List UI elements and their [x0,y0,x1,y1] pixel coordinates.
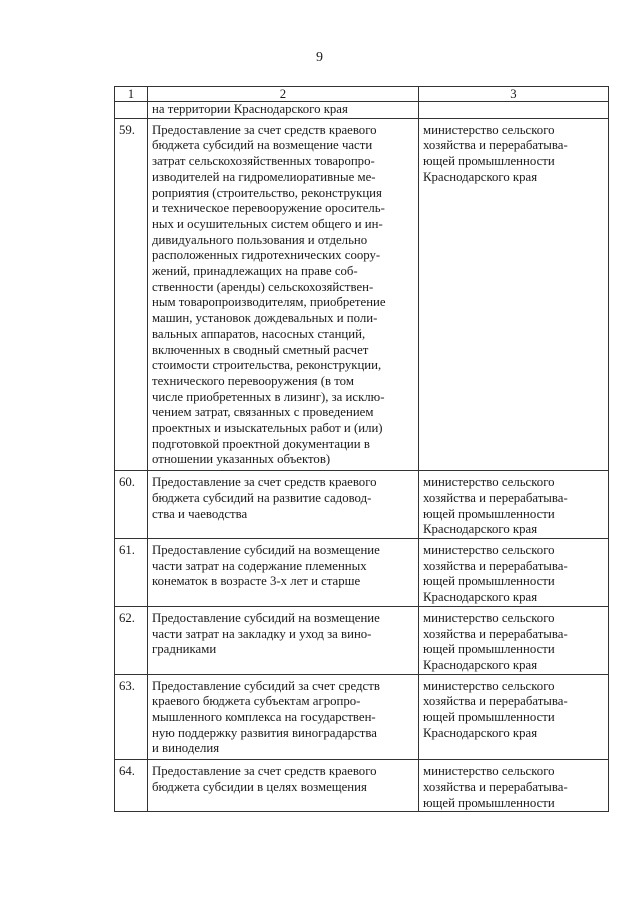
column-header-2: 2 [148,87,419,102]
description-line: Предоставление за счет средств краевого [152,122,377,137]
description-line: чением затрат, связанных с проведением [152,405,374,420]
row-description [148,471,419,539]
responsible-line: Краснодарского края [423,522,538,537]
continuation-resp-cell [419,102,609,119]
description-line: мышленного комплекса на государствен- [152,710,376,725]
table-row [115,674,609,760]
description-line: дивидуального пользования и отдельно [152,232,368,247]
description-line: части затрат на содержание племенных [152,558,367,573]
table-header-row [115,87,609,102]
description-line: подготовкой проектной документации в [152,436,370,451]
row-description [148,760,419,812]
description-line: бюджета субсидий на развитие садовод- [152,490,372,505]
responsible-line: хозяйства и перерабатыва- [423,138,568,153]
responsible-line: министерство сельского [423,764,555,779]
row-number: 60. [115,471,148,539]
description-line: бюджета субсидий на возмещение части [152,138,373,153]
responsible-line: хозяйства и перерабатыва- [423,626,568,641]
row-number: 59. [115,118,148,470]
table-row [115,760,609,812]
description-line: технического перевооружения (в том [152,373,354,388]
row-description [148,674,419,760]
responsible-line: ющей промышленности [423,154,555,169]
page-number: 9 [316,50,323,65]
responsible-line: Краснодарского края [423,169,538,184]
row-responsible [419,760,609,812]
responsible-line: хозяйства и перерабатыва- [423,490,568,505]
description-line: отношении указанных объектов) [152,452,331,467]
responsible-line: министерство сельского [423,678,555,693]
row-description [148,538,419,606]
description-line: ства и чаеводства [152,506,248,521]
column-header-1: 1 [115,87,148,102]
responsible-line: министерство сельского [423,610,555,625]
responsible-line: Краснодарского края [423,725,538,740]
row-description [148,606,419,674]
row-responsible [419,674,609,760]
responsible-line: министерство сельского [423,475,555,490]
table-row [115,471,609,539]
description-line: ных и осушительных систем общего и ин- [152,216,383,231]
description-line: жений, принадлежащих на праве соб- [152,264,358,279]
row-number: 61. [115,538,148,606]
responsible-line: министерство сельского [423,542,555,557]
description-line: изводителей на гидромелиоративные ме- [152,169,376,184]
row-responsible [419,471,609,539]
responsible-line: ющей промышленности [423,795,555,810]
description-line: бюджета субсидии в целях возмещения [152,779,367,794]
table-row [115,538,609,606]
row-responsible [419,606,609,674]
description-line: затрат сельскохозяйственных товаропро- [152,154,375,169]
row-number: 64. [115,760,148,812]
row-number: 63. [115,674,148,760]
responsible-line: хозяйства и перерабатыва- [423,558,568,573]
row-responsible [419,538,609,606]
responsible-line: хозяйства и перерабатыва- [423,694,568,709]
description-line: конематок в возрасте 3-х лет и старше [152,574,361,589]
description-line: градниками [152,642,217,657]
description-line: Предоставление за счет средств краевого [152,475,377,490]
description-line: проектных и изыскательных работ и (или) [152,421,383,436]
table-row [115,118,609,470]
continuation-row [115,102,609,119]
description-line: Предоставление за счет средств краевого [152,764,377,779]
description-line: Предоставление субсидий за счет средств [152,678,380,693]
responsible-line: ющей промышленности [423,506,555,521]
description-line: роприятия (строительство, реконструкция [152,185,382,200]
continuation-num-cell [115,102,148,119]
column-header-3: 3 [419,87,609,102]
description-line: вальных аппаратов, насосных станций, [152,326,366,341]
document-table [114,86,609,812]
description-line: ную поддержку развития виноградарства [152,725,377,740]
description-line: включенных в сводный сметный расчет [152,342,369,357]
responsible-line: Краснодарского края [423,657,538,672]
description-line: расположенных гидротехнических соору- [152,248,381,263]
description-line: машин, установок дождевальных и поли- [152,311,378,326]
description-line: Предоставление субсидий на возмещение [152,610,380,625]
description-line: и техническое перевооружение ороситель- [152,201,385,216]
row-number: 62. [115,606,148,674]
description-line: ным товаропроизводителям, приобретение [152,295,386,310]
table-row [115,606,609,674]
responsible-line: хозяйства и перерабатыва- [423,779,568,794]
responsible-line: ющей промышленности [423,642,555,657]
description-line: числе приобретенных в лизинг), за исклю- [152,389,385,404]
responsible-line: Краснодарского края [423,590,538,605]
responsible-line: ющей промышленности [423,710,555,725]
row-responsible [419,118,609,470]
continuation-line: на территории Краснодарского края [152,102,348,116]
description-line: краевого бюджета субъектам агропро- [152,694,361,709]
row-description [148,118,419,470]
responsible-line: министерство сельского [423,122,555,137]
description-line: стоимости строительства, реконструкции, [152,358,382,373]
description-line: и виноделия [152,741,220,756]
responsible-line: ющей промышленности [423,574,555,589]
description-line: ственности (аренды) сельскохозяйствен- [152,279,374,294]
description-line: части затрат на закладку и уход за вино- [152,626,372,641]
continuation-desc-cell [148,102,419,119]
description-line: Предоставление субсидий на возмещение [152,542,380,557]
